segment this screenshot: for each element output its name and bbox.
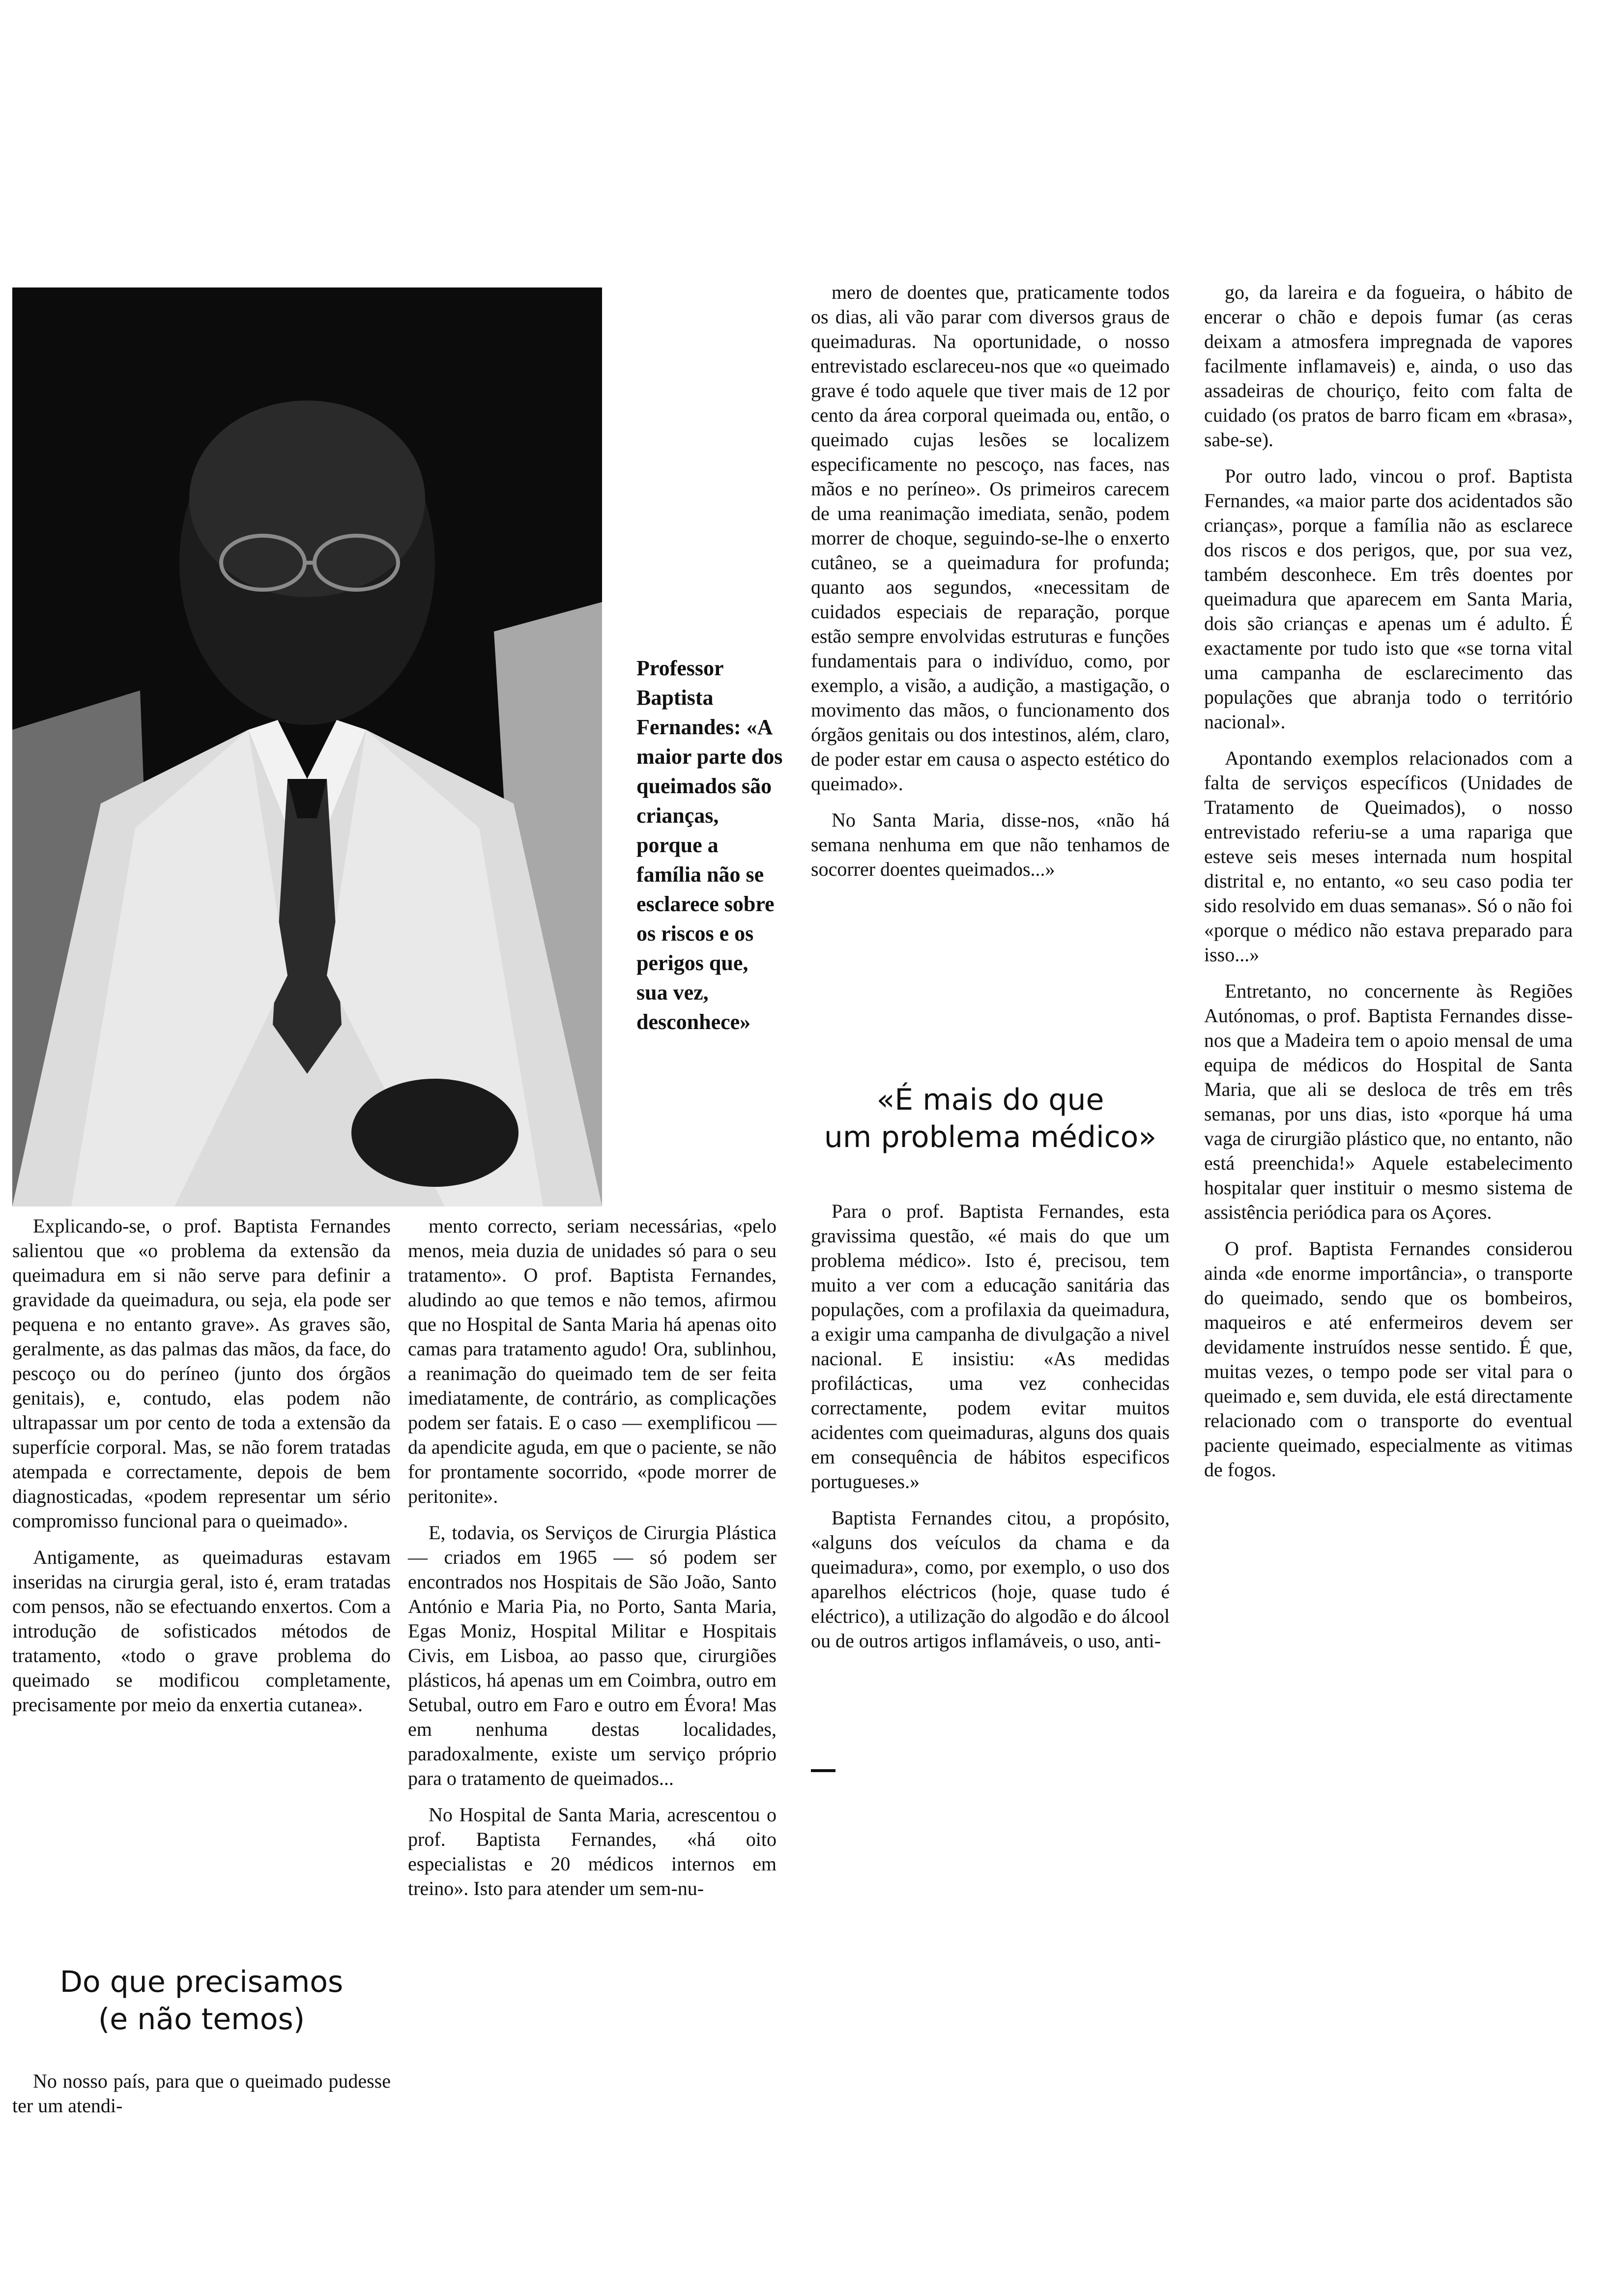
paragraph: O prof. Baptista Fernandes considerou ainda «de enorme importância», o transporte do queimado, sendo que os bombeiros, maqueiros e até enfermeiros devem ser devidamente instruídos nesse sentido. É que, muitas vezes, o tempo pode ser vital para o queimado e, sem duvida, ele está directamente relacionado com o transporte do eventual paciente queimado, especialmente as vitimas de fogos. <box>1204 1237 1573 1481</box>
subheading-problema-medico <box>811 1081 1170 1156</box>
subheading-do-que-precisamos <box>12 1963 391 2038</box>
subheading-line: um problema médico» <box>824 1120 1157 1154</box>
column-1 <box>12 1214 391 1729</box>
paragraph: Apontando exemplos relacionados com a falta de serviços específicos (Unidades de Tratamento de Queimados), o nosso entrevistado referiu-se a uma rapariga que esteve seis meses internada num hospital distrital e, no entanto, «o seu caso podia ter sido resolvido em duas semanas». Só o não foi «porque o médico não estava preparado para isso...» <box>1204 747 1573 966</box>
column-4 <box>1204 280 1573 1494</box>
column-3-continued <box>811 1199 1170 1665</box>
column-1-continued <box>12 2069 391 2130</box>
portrait-photo <box>12 287 602 1206</box>
paragraph: mento correcto, seriam necessárias, «pelo menos, meia duzia de unidades só para o seu tratamento». O prof. Baptista Fernandes, aludindo ao que temos e não temos, afirmou que no Hospital de Santa Maria há apenas oito camas para tratamento agudo! Ora, sublinhou, a reanimação do queimado tem de ser feita imediatamente, de contrário, as complicações podem ser fatais. E o caso — exemplificou — da apendicite aguda, em que o paciente, se não for prontamente socorrido, «pode morrer de peritonite». <box>408 1215 777 1507</box>
column-3 <box>811 280 1170 893</box>
paragraph: Por outro lado, vincou o prof. Baptista Fernandes, «a maior parte dos acidentados são crianças», porque a família não as esclarece dos riscos e dos perigos, que, por sua vez, também desconhece. Em três doentes por queimadura que aparecem em Santa Maria, dois são crianças e apenas um é adulto. É exactamente por tudo isto que «se torna vital uma campanha de esclarecimento das populações que abranja todo o território nacional». <box>1204 465 1573 733</box>
subheading-line: Do que precisamos <box>59 1965 344 1999</box>
column-2 <box>408 1214 777 1913</box>
paragraph: Baptista Fernandes citou, a propósito, «alguns dos veículos da chama e da queimadura», como, por exemplo, o uso dos aparelhos eléctricos (hoje, quase tudo é eléctrico), a utilização do algodão e do álcool ou de outros artigos inflamáveis, o uso, anti- <box>811 1507 1170 1652</box>
paragraph: No Santa Maria, disse-nos, «não há semana nenhuma em que não tenhamos de socorrer doentes queimados...» <box>811 809 1170 880</box>
paragraph: Para o prof. Baptista Fernandes, esta gravissima questão, «é mais do que um problema médico». Isto é, precisou, tem muito a ver com a educação sanitária das populações, com a profilaxia da queimadura, a exigir uma campanha de divulgação a nivel nacional. E insistiu: «As medidas profilácticas, uma vez conhecidas correctamente, podem evitar muitos acidentes com queimaduras, alguns dos quais em consequência de hábitos especificos portugueses.» <box>811 1200 1170 1492</box>
paragraph: Explicando-se, o prof. Baptista Fernandes salientou que «o problema da extensão da queimadura em si não serve para definir a gravidade da queimadura, ou seja, ela pode ser pequena e no entanto grave». As graves são, geralmente, as das palmas das mãos, da face, do pescoço ou do períneo (junto dos órgãos genitais), e, contudo, elas podem não ultrapassar um por cento de toda a extensão da superfície corporal. Mas, se não forem tratadas atempada e correctamente, depois de bem diagnosticadas, «podem representar um sério compromisso funcional para o queimado». <box>12 1215 391 1532</box>
paragraph: E, todavia, os Serviços de Cirurgia Plástica — criados em 1965 — só podem ser encontrados nos Hospitais de São João, Santo António e Maria Pia, no Porto, Santa Maria, Egas Moniz, Hospital Militar e Hospitais Civis, em Lisboa, ao passo que, cirurgiões plásticos, há apenas um em Coimbra, outro em Setubal, outro em Faro e outro em Évora! Mas em nenhuma destas localidades, paradoxalmente, existe um serviço próprio para o tratamento de queimados... <box>408 1521 777 1789</box>
paragraph: Entretanto, no concernente às Regiões Autónomas, o prof. Baptista Fernandes disse-nos que a Madeira tem o apoio mensal de uma equipa de médicos do Hospital de Santa Maria, que ali se desloca de três em três semanas, por uns dias, isto «porque há uma vaga de cirurgião plástico que, no entanto, não está preenchida!» Aquele estabelecimento hospitalar quer instituir o mesmo sistema de assistência periódica para os Açores. <box>1204 980 1573 1223</box>
paragraph: mero de doentes que, praticamente todos os dias, ali vão parar com diversos graus de queimaduras. Na oportunidade, o nosso entrevistado esclareceu-nos que «o queimado grave é todo aquele que tiver mais de 12 por cento da área corporal queimada ou, então, o queimado cujas lesões se localizem especificamente no pescoço, nas faces, nas mãos e no períneo». Os primeiros carecem de uma reanimação imediata, senão, podem morrer de choque, seguindo-se-lhe o enxerto cutâneo, se a queimadura for profunda; quanto aos segundos, «necessitam de cuidados especiais de reparação, porque estão sempre envolvidas estruturas e funções fundamentais para o indivíduo, como, por exemplo, a visão, a audição, a mastigação, o movimento das mãos, o funcionamento dos órgãos genitais ou dos intestinos, além, claro, de poder estar em causa o aspecto estético do queimado». <box>811 281 1170 795</box>
paragraph: No Hospital de Santa Maria, acrescentou o prof. Baptista Fernandes, «há oito especialistas e 20 médicos internos em treino». Isto para atender um sem-nu- <box>408 1804 777 1899</box>
portrait-illustration <box>12 287 602 1206</box>
subheading-line: «É mais do que <box>876 1083 1104 1117</box>
photo-caption: Professor Baptista Fernandes: «A maior parte dos queimados são crianças, porque a família não se esclarece sobre os riscos e os perigos que, sua vez, desconhece» <box>636 656 783 1034</box>
paragraph: Antigamente, as queimaduras estavam inseridas na cirurgia geral, isto é, eram tratadas com pensos, não se efectuando enxertos. Com a introdução de sofisticados métodos de tratamento, «todo o grave problema do queimado se modificou completamente, precisamente por meio da enxertia cutanea». <box>12 1546 391 1716</box>
paragraph: go, da lareira e da fogueira, o hábito de encerar o chão e depois fumar (as ceras deixam a atmosfera impregnada de vapores facilmente inflamaveis) e, ainda, o uso das assadeiras de chouriço, feito com falta de cuidado (os pratos de barro ficam em «brasa», sabe-se). <box>1204 281 1573 451</box>
subheading-line: (e não temos) <box>98 2002 305 2037</box>
end-rule <box>811 1769 835 1772</box>
paragraph: No nosso país, para que o queimado pudesse ter um atendi- <box>12 2070 391 2117</box>
